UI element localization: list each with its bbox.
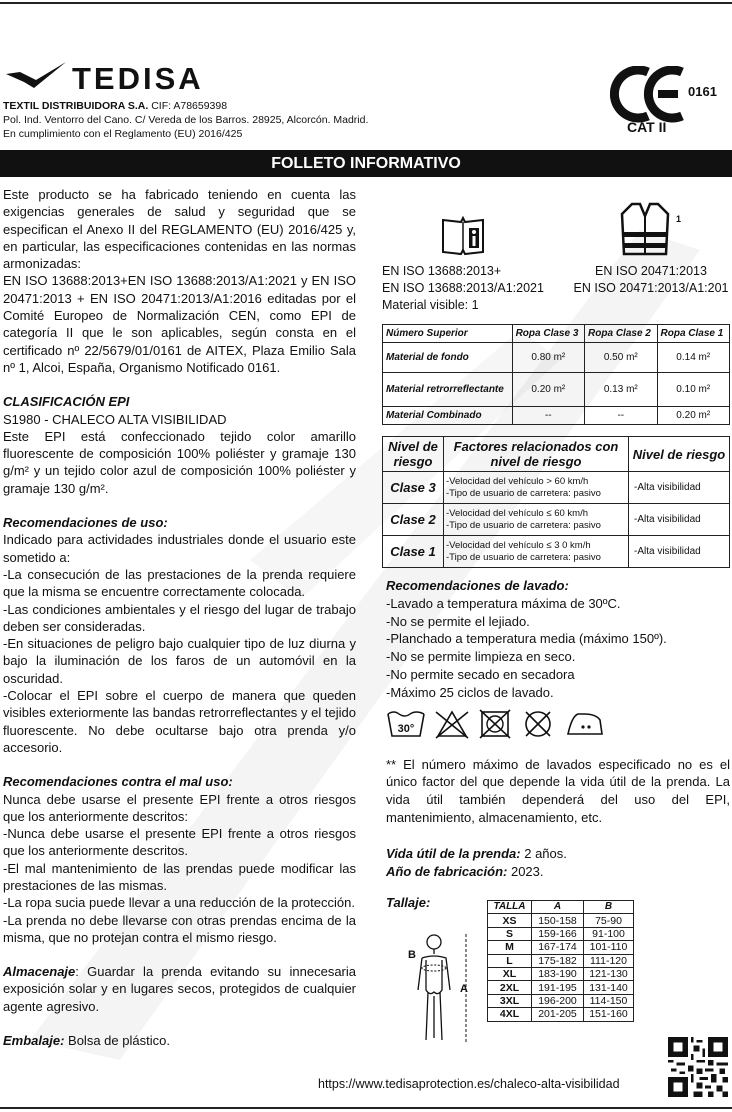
row-label: Material Combinado xyxy=(383,407,513,425)
factor: -Velocidad del vehículo > 60 km/h xyxy=(446,476,589,487)
uso-item: -Colocar el EPI sobre el cuerpo de manera que queden visibles exteriormente las bandas retrorreflectantes y el tejido fluorescente. No debe ocultarse bajo otra prenda y/o accesorio. xyxy=(3,688,356,755)
risk-level: -Alta visibilidad xyxy=(629,504,730,536)
website-link[interactable]: https://www.tedisaprotection.es/chaleco-alta-visibilidad xyxy=(318,1077,620,1091)
factor: -Tipo de usuario de carretera: pasivo xyxy=(446,487,601,499)
risk-table xyxy=(382,436,730,568)
lavado-item: -Lavado a temperatura máxima de 30ºC. xyxy=(386,595,621,611)
care-symbols xyxy=(386,708,626,740)
vida-label: Vida útil de la prenda: xyxy=(386,845,521,861)
no-bleach-icon xyxy=(436,712,468,738)
iron-medium-icon xyxy=(568,714,602,734)
maluso-item: -El mal mantenimiento de las prendas puede modificar las prestaciones de las mismas. xyxy=(3,860,356,893)
table-header: A xyxy=(532,901,584,914)
maluso-item: -La ropa sucia puede llevar a una reducción de la protección. xyxy=(3,895,355,911)
tedisa-logo xyxy=(6,58,236,98)
material-visible: Material visible: 1 xyxy=(382,298,479,312)
size-table xyxy=(487,900,634,1022)
risk-level: -Alta visibilidad xyxy=(629,536,730,568)
row-label: Material de fondo xyxy=(383,343,513,373)
uso-item: -Las condiciones ambientales y el riesgo del lugar de trabajo deben ser consideradas. xyxy=(3,601,356,634)
company-address: Pol. Ind. Ventorro del Cano. C/ Vereda de los Barros. 28925, Alcorcón. Madrid. xyxy=(3,114,369,126)
cell: 201-205 xyxy=(532,1008,584,1021)
intro-paragraph-1: Este producto se ha fabricado teniendo en cuenta las exigencias generales de salud y seguridad que se especifican el Anexo II del REGLAMENTO (EU) 2016/425 y, en particular, las especificaciones contenidas en las normas armonizadas: xyxy=(3,187,356,272)
standard-line: EN ISO 13688:2013/A1:2021 xyxy=(382,281,544,295)
lavado-item: -No se permite limpieza en seco. xyxy=(386,649,576,665)
cell: 2XL xyxy=(488,981,532,994)
almacenaje-text: : Guardar la prenda evitando su innecesaria exposición solar y en lugares secos, protegidos de cualquier agente agresivo. xyxy=(3,964,356,1014)
bottom-rule xyxy=(0,1107,732,1109)
cell: -- xyxy=(585,407,657,425)
cell: XS xyxy=(488,914,532,927)
hi-vis-vest-icon xyxy=(620,202,670,256)
table-header: Nivel de riesgo xyxy=(629,437,730,472)
tallaje-label: Tallaje: xyxy=(386,895,431,910)
maluso-item: -La prenda no debe llevarse con otras prendas encima de la misma, que no protejan contra el mismo riesgo. xyxy=(3,912,356,945)
notified-body-number: 0161 xyxy=(688,84,717,99)
cell: 0.20 m² xyxy=(657,407,729,425)
intro-paragraph-2: EN ISO 13688:2013+EN ISO 13688:2013/A1:2021 y EN ISO 20471:2013 + EN ISO 20471:2013/A1:2016 editadas por el Comité Europeo de Normalización CEN, como EPI de categoría II que le son aplicables, según consta en el certificado nº 22/5679/01/0161 de AITEX, Plaza Emilio Sala nº 1, Alcoi, España, Organismo Notificado 0161. xyxy=(3,273,356,375)
ce-category: CAT II xyxy=(627,119,667,135)
logo-text: TEDISA xyxy=(72,61,204,96)
table-header: Ropa Clase 3 xyxy=(512,325,584,343)
cell: 3XL xyxy=(488,994,532,1007)
cell: 114-150 xyxy=(584,994,634,1007)
cell: 121-130 xyxy=(584,967,634,980)
cell: M xyxy=(488,941,532,954)
clasificacion-heading: CLASIFICACIÓN EPI xyxy=(3,394,130,410)
table-header: Ropa Clase 2 xyxy=(585,325,657,343)
cell: 0.10 m² xyxy=(657,373,729,407)
table-row xyxy=(383,504,730,536)
cell: 111-120 xyxy=(584,954,634,967)
embalaje xyxy=(3,1032,356,1049)
table-row xyxy=(488,927,634,940)
measure-a-label: A xyxy=(460,983,468,995)
cell: 131-140 xyxy=(584,981,634,994)
table-row xyxy=(383,536,730,568)
table-row xyxy=(383,407,730,425)
clasificacion-code: S1980 - CHALECO ALTA VISIBILIDAD xyxy=(3,411,227,427)
lavado-item: -No permite secado en secadora xyxy=(386,666,575,682)
maluso-item: Nunca debe usarse el presente EPI frente a otros riesgos que los anteriormente descritos: xyxy=(3,791,356,824)
lavados-note: ** El número máximo de lavados especificado no es el único factor del que depende la vida útil de la prenda. La vida útil también dependerá del uso del EPI, mantenimiento, almacenamiento, etc. xyxy=(386,756,730,825)
clasificacion-description: Este EPI está confeccionado tejido color amarillo fluorescente de composición 100% poliéster y gramaje 130 g/m² y un tejido color azul de composición 100% poliéster y gramaje 130 g/m². xyxy=(3,428,356,496)
cell: -- xyxy=(512,407,584,425)
lavado-item: -Planchado a temperatura media (máximo 150º). xyxy=(386,631,667,647)
document-title: FOLLETO INFORMATIVO xyxy=(0,150,732,177)
cell: 175-182 xyxy=(532,954,584,967)
cell: 4XL xyxy=(488,1008,532,1021)
table-header: Ropa Clase 1 xyxy=(657,325,729,343)
risk-class: Clase 1 xyxy=(383,536,444,568)
table-header: Factores relacionados con nivel de riesgo xyxy=(444,437,629,472)
embalaje-label: Embalaje: xyxy=(3,1033,65,1049)
cell: 0.13 m² xyxy=(585,373,657,407)
body-measure-figure-icon xyxy=(404,930,484,1050)
top-rule xyxy=(0,2,732,4)
table-header: Nivel de riesgo xyxy=(383,437,444,472)
cell: 196-200 xyxy=(532,994,584,1007)
materials-table xyxy=(382,324,730,425)
cell: 0.14 m² xyxy=(657,343,729,373)
measure-b-label: B xyxy=(408,949,416,961)
row-label: Material retrorreflectante xyxy=(383,373,513,407)
cell: 191-195 xyxy=(532,981,584,994)
table-row xyxy=(488,1008,634,1021)
company-cif: CIF: A78659398 xyxy=(151,100,228,112)
table-header-row xyxy=(383,437,730,472)
embalaje-text: Bolsa de plástico. xyxy=(64,1033,170,1049)
lavado-item: -No se permite el lejiado. xyxy=(386,613,530,629)
table-row xyxy=(488,967,634,980)
company-compliance: En cumplimiento con el Reglamento (EU) 2016/425 xyxy=(3,128,243,140)
standards-right xyxy=(571,263,731,297)
left-column xyxy=(3,186,356,1049)
vida-value: 2 años. xyxy=(520,845,567,861)
uso-item: -La consecución de las prestaciones de la prenda requiere que la misma se encuentre correctamente colocada. xyxy=(3,566,356,600)
table-row xyxy=(488,954,634,967)
cell: L xyxy=(488,954,532,967)
table-row xyxy=(488,994,634,1007)
almacenaje xyxy=(3,963,356,1015)
cell: 150-158 xyxy=(532,914,584,927)
cell: 0.80 m² xyxy=(512,343,584,373)
risk-level: -Alta visibilidad xyxy=(629,472,730,504)
cell: 151-160 xyxy=(584,1008,634,1021)
wash-30-icon xyxy=(388,712,424,736)
uso-item: -En situaciones de peligro bajo cualquier tipo de luz diurna y bajo la iluminación de los faros de un automóvil en la oscuridad. xyxy=(3,636,356,686)
company-name: TEXTIL DISTRIBUIDORA S.A. xyxy=(3,100,149,112)
standard-line: EN ISO 20471:2013 xyxy=(595,264,707,278)
table-header-row xyxy=(383,325,730,343)
factor: -Velocidad del vehículo ≤ 60 km/h xyxy=(446,508,588,519)
svg-text:30°: 30° xyxy=(397,723,415,735)
risk-class: Clase 2 xyxy=(383,504,444,536)
table-row xyxy=(488,981,634,994)
table-row xyxy=(383,343,730,373)
uso-heading: Recomendaciones de uso: xyxy=(3,515,168,531)
qr-code-icon[interactable] xyxy=(668,1037,728,1097)
cell: 101-110 xyxy=(584,941,634,954)
fabricacion-label: Año de fabricación: xyxy=(386,863,508,879)
maluso-heading: Recomendaciones contra el mal uso: xyxy=(3,774,233,790)
cell: S xyxy=(488,927,532,940)
standard-line: EN ISO 13688:2013+ xyxy=(382,264,502,278)
factor: -Tipo de usuario de carretera: pasivo xyxy=(446,551,601,563)
table-header: B xyxy=(584,901,634,914)
factor: -Tipo de usuario de carretera: pasivo xyxy=(446,519,601,531)
table-header: Número Superior xyxy=(383,325,513,343)
company-info xyxy=(3,99,368,141)
ano-fabricacion xyxy=(386,863,730,881)
risk-class: Clase 3 xyxy=(383,472,444,504)
cell: 0.20 m² xyxy=(512,373,584,407)
cell: 91-100 xyxy=(584,927,634,940)
table-header: TALLA xyxy=(488,901,532,914)
cell: XL xyxy=(488,967,532,980)
table-row xyxy=(488,914,634,927)
lavado-heading: Recomendaciones de lavado: xyxy=(386,578,569,593)
standard-line: EN ISO 20471:2013/A1:201 xyxy=(573,281,729,295)
table-row xyxy=(383,373,730,407)
table-row xyxy=(383,472,730,504)
almacenaje-label: Almacenaje xyxy=(3,964,76,980)
standards-left xyxy=(382,263,544,314)
risk-factors xyxy=(444,472,629,504)
table-row xyxy=(488,941,634,954)
risk-factors xyxy=(444,504,629,536)
uso-item: Indicado para actividades industriales donde el usuario este sometido a: xyxy=(3,532,356,565)
cell: 167-174 xyxy=(532,941,584,954)
no-dry-clean-icon xyxy=(526,712,550,736)
cell: 159-166 xyxy=(532,927,584,940)
vida-util xyxy=(386,845,730,863)
maluso-item: -Nunca debe usarse el presente EPI frente a otros riesgos que los anteriormente descritos. xyxy=(3,826,356,859)
no-tumble-dry-icon xyxy=(480,710,510,738)
table-header-row xyxy=(488,901,634,914)
lavado-item: -Máximo 25 ciclos de lavado. xyxy=(386,684,554,700)
factor: -Velocidad del vehículo ≤ 3 0 km/h xyxy=(446,540,591,551)
cell: 0.50 m² xyxy=(585,343,657,373)
cell: 75-90 xyxy=(584,914,634,927)
fabricacion-value: 2023. xyxy=(507,863,544,879)
info-book-icon xyxy=(441,214,485,256)
risk-factors xyxy=(444,536,629,568)
vest-class-number: 1 xyxy=(676,214,682,224)
cell: 183-190 xyxy=(532,967,584,980)
